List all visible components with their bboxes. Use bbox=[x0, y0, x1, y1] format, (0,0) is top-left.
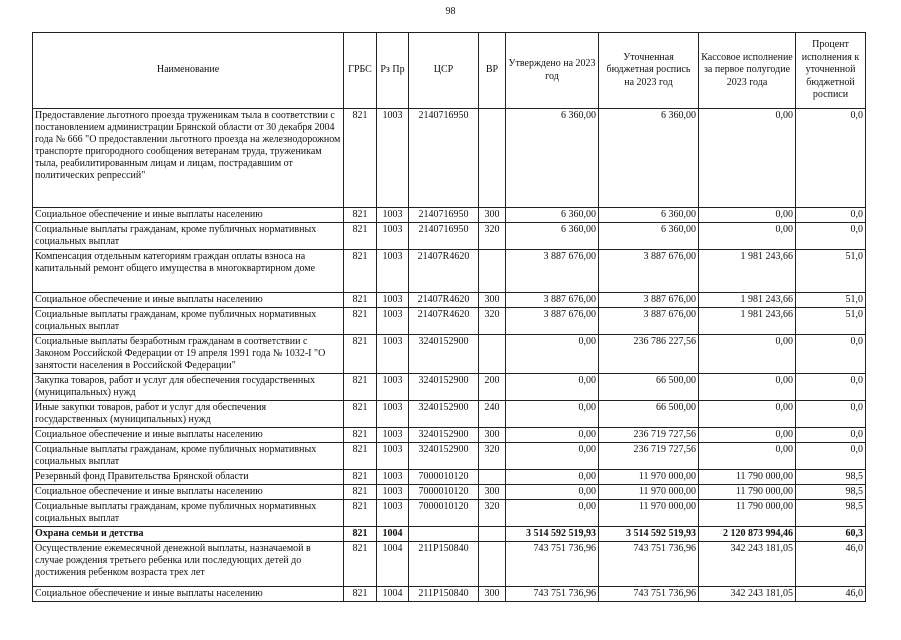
row-name-cell: Социальное обеспечение и иные выплаты населению bbox=[33, 208, 344, 223]
row-cash-cell: 0,00 bbox=[699, 401, 796, 428]
row-cash-cell: 0,00 bbox=[699, 428, 796, 443]
row-percent-cell: 51,0 bbox=[796, 250, 866, 293]
row-name-cell: Закупка товаров, работ и услуг для обеспечения государственных (муниципальных) нужд bbox=[33, 374, 344, 401]
row-percent-cell: 51,0 bbox=[796, 293, 866, 308]
budget-table bbox=[32, 32, 866, 602]
row-name-cell: Социальные выплаты гражданам, кроме публичных нормативных социальных выплат bbox=[33, 308, 344, 335]
row-percent-cell: 60,3 bbox=[796, 527, 866, 542]
row-cash-cell: 11 790 000,00 bbox=[699, 500, 796, 527]
row-vr-cell: 320 bbox=[479, 223, 506, 250]
row-csr-cell: 211P150840 bbox=[409, 542, 479, 587]
row-name-cell: Предоставление льготного проезда труженикам тыла в соответствии с постановлением администрации Брянской области от 30 декабря 2004 года № 666 "О предоставлении льготного проезда на железнодорожном транспорте пригородного сообщения ветеранам труда, труженикам тыла, реабилитированным лицам и лицам, пострадавшим от политических репрессий" bbox=[33, 109, 344, 208]
row-vr-cell: 320 bbox=[479, 308, 506, 335]
row-csr-cell bbox=[409, 527, 479, 542]
row-name-cell: Социальные выплаты гражданам, кроме публичных нормативных социальных выплат bbox=[33, 223, 344, 250]
row-refined-cell: 236 719 727,56 bbox=[599, 443, 699, 470]
row-refined-cell: 66 500,00 bbox=[599, 401, 699, 428]
row-vr-cell: 300 bbox=[479, 587, 506, 602]
row-csr-cell: 3240152900 bbox=[409, 443, 479, 470]
row-vr-cell bbox=[479, 109, 506, 208]
table-row bbox=[33, 335, 866, 374]
row-cash-cell: 0,00 bbox=[699, 208, 796, 223]
row-cash-cell: 342 243 181,05 bbox=[699, 587, 796, 602]
row-percent-cell: 98,5 bbox=[796, 470, 866, 485]
header-cash: Кассовое исполнение за первое полугодие 2023 года bbox=[699, 33, 796, 109]
table-row bbox=[33, 443, 866, 470]
row-vr-cell: 320 bbox=[479, 443, 506, 470]
table-row bbox=[33, 542, 866, 587]
row-rzpr-cell: 1004 bbox=[377, 527, 409, 542]
row-vr-cell: 240 bbox=[479, 401, 506, 428]
row-cash-cell: 1 981 243,66 bbox=[699, 250, 796, 293]
row-refined-cell: 11 970 000,00 bbox=[599, 470, 699, 485]
row-approved-cell: 743 751 736,96 bbox=[506, 587, 599, 602]
table-row bbox=[33, 293, 866, 308]
header-rzpr: Рз Пр bbox=[377, 33, 409, 109]
row-cash-cell: 0,00 bbox=[699, 374, 796, 401]
row-vr-cell bbox=[479, 470, 506, 485]
row-refined-cell: 66 500,00 bbox=[599, 374, 699, 401]
row-vr-cell bbox=[479, 542, 506, 587]
row-cash-cell: 0,00 bbox=[699, 335, 796, 374]
row-csr-cell: 3240152900 bbox=[409, 428, 479, 443]
row-grbs-cell: 821 bbox=[344, 223, 377, 250]
row-name-cell: Осуществление ежемесячной денежной выплаты, назначаемой в случае рождения третьего ребенка или последующих детей до достижения ребенком возраста трех лет bbox=[33, 542, 344, 587]
table-row bbox=[33, 401, 866, 428]
row-vr-cell: 300 bbox=[479, 208, 506, 223]
row-percent-cell: 0,0 bbox=[796, 223, 866, 250]
row-approved-cell: 6 360,00 bbox=[506, 208, 599, 223]
row-percent-cell: 0,0 bbox=[796, 208, 866, 223]
header-csr: ЦСР bbox=[409, 33, 479, 109]
row-rzpr-cell: 1004 bbox=[377, 587, 409, 602]
row-refined-cell: 6 360,00 bbox=[599, 208, 699, 223]
row-rzpr-cell: 1003 bbox=[377, 470, 409, 485]
row-grbs-cell: 821 bbox=[344, 293, 377, 308]
row-vr-cell: 320 bbox=[479, 500, 506, 527]
row-grbs-cell: 821 bbox=[344, 374, 377, 401]
row-csr-cell: 2140716950 bbox=[409, 208, 479, 223]
row-vr-cell bbox=[479, 335, 506, 374]
row-grbs-cell: 821 bbox=[344, 250, 377, 293]
row-csr-cell: 21407R4620 bbox=[409, 293, 479, 308]
row-grbs-cell: 821 bbox=[344, 587, 377, 602]
row-approved-cell: 0,00 bbox=[506, 443, 599, 470]
table-body bbox=[33, 109, 866, 602]
row-approved-cell: 0,00 bbox=[506, 470, 599, 485]
table-row bbox=[33, 374, 866, 401]
row-rzpr-cell: 1003 bbox=[377, 109, 409, 208]
row-csr-cell: 2140716950 bbox=[409, 223, 479, 250]
row-rzpr-cell: 1004 bbox=[377, 542, 409, 587]
row-csr-cell: 21407R4620 bbox=[409, 308, 479, 335]
row-refined-cell: 3 887 676,00 bbox=[599, 308, 699, 335]
row-percent-cell: 0,0 bbox=[796, 401, 866, 428]
row-vr-cell bbox=[479, 250, 506, 293]
row-csr-cell: 7000010120 bbox=[409, 470, 479, 485]
row-cash-cell: 2 120 873 994,46 bbox=[699, 527, 796, 542]
row-grbs-cell: 821 bbox=[344, 470, 377, 485]
row-name-cell: Социальные выплаты гражданам, кроме публичных нормативных социальных выплат bbox=[33, 443, 344, 470]
row-rzpr-cell: 1003 bbox=[377, 223, 409, 250]
row-approved-cell: 0,00 bbox=[506, 335, 599, 374]
page-number: 98 bbox=[445, 6, 456, 17]
row-vr-cell: 300 bbox=[479, 485, 506, 500]
row-rzpr-cell: 1003 bbox=[377, 500, 409, 527]
row-csr-cell: 3240152900 bbox=[409, 401, 479, 428]
row-approved-cell: 0,00 bbox=[506, 500, 599, 527]
row-refined-cell: 6 360,00 bbox=[599, 109, 699, 208]
row-percent-cell: 46,0 bbox=[796, 542, 866, 587]
table-row bbox=[33, 250, 866, 293]
row-refined-cell: 236 786 227,56 bbox=[599, 335, 699, 374]
row-approved-cell: 3 887 676,00 bbox=[506, 308, 599, 335]
table-header bbox=[33, 33, 866, 109]
row-percent-cell: 0,0 bbox=[796, 109, 866, 208]
row-grbs-cell: 821 bbox=[344, 527, 377, 542]
row-approved-cell: 0,00 bbox=[506, 428, 599, 443]
row-refined-cell: 3 887 676,00 bbox=[599, 293, 699, 308]
table-row bbox=[33, 587, 866, 602]
row-vr-cell: 200 bbox=[479, 374, 506, 401]
row-approved-cell: 743 751 736,96 bbox=[506, 542, 599, 587]
row-csr-cell: 3240152900 bbox=[409, 374, 479, 401]
row-refined-cell: 743 751 736,96 bbox=[599, 587, 699, 602]
row-grbs-cell: 821 bbox=[344, 109, 377, 208]
table-row bbox=[33, 500, 866, 527]
row-grbs-cell: 821 bbox=[344, 335, 377, 374]
table-row bbox=[33, 208, 866, 223]
row-approved-cell: 6 360,00 bbox=[506, 109, 599, 208]
row-name-cell: Компенсация отдельным категориям граждан оплаты взноса на капитальный ремонт общего имущества в многоквартирном доме bbox=[33, 250, 344, 293]
row-refined-cell: 11 970 000,00 bbox=[599, 500, 699, 527]
row-approved-cell: 0,00 bbox=[506, 485, 599, 500]
row-refined-cell: 743 751 736,96 bbox=[599, 542, 699, 587]
row-rzpr-cell: 1003 bbox=[377, 250, 409, 293]
table-row bbox=[33, 527, 866, 542]
row-percent-cell: 0,0 bbox=[796, 428, 866, 443]
row-rzpr-cell: 1003 bbox=[377, 335, 409, 374]
row-name-cell: Иные закупки товаров, работ и услуг для обеспечения государственных (муниципальных) нужд bbox=[33, 401, 344, 428]
row-name-cell: Социальное обеспечение и иные выплаты населению bbox=[33, 587, 344, 602]
row-grbs-cell: 821 bbox=[344, 500, 377, 527]
row-grbs-cell: 821 bbox=[344, 208, 377, 223]
row-refined-cell: 11 970 000,00 bbox=[599, 485, 699, 500]
row-approved-cell: 3 887 676,00 bbox=[506, 250, 599, 293]
row-percent-cell: 98,5 bbox=[796, 485, 866, 500]
row-cash-cell: 0,00 bbox=[699, 109, 796, 208]
row-percent-cell: 51,0 bbox=[796, 308, 866, 335]
row-grbs-cell: 821 bbox=[344, 401, 377, 428]
row-percent-cell: 98,5 bbox=[796, 500, 866, 527]
table-row bbox=[33, 109, 866, 208]
table-row bbox=[33, 485, 866, 500]
header-refined: Уточненная бюджетная роспись на 2023 год bbox=[599, 33, 699, 109]
row-name-cell: Социальные выплаты гражданам, кроме публичных нормативных социальных выплат bbox=[33, 500, 344, 527]
row-rzpr-cell: 1003 bbox=[377, 443, 409, 470]
row-csr-cell: 211P150840 bbox=[409, 587, 479, 602]
row-name-cell: Социальное обеспечение и иные выплаты населению bbox=[33, 485, 344, 500]
row-approved-cell: 6 360,00 bbox=[506, 223, 599, 250]
row-grbs-cell: 821 bbox=[344, 443, 377, 470]
header-percent: Процент исполнения к уточненной бюджетной росписи bbox=[796, 33, 866, 109]
row-cash-cell: 1 981 243,66 bbox=[699, 308, 796, 335]
row-rzpr-cell: 1003 bbox=[377, 428, 409, 443]
row-rzpr-cell: 1003 bbox=[377, 485, 409, 500]
row-refined-cell: 3 887 676,00 bbox=[599, 250, 699, 293]
row-cash-cell: 0,00 bbox=[699, 223, 796, 250]
row-name-cell: Резервный фонд Правительства Брянской области bbox=[33, 470, 344, 485]
row-name-cell: Социальное обеспечение и иные выплаты населению bbox=[33, 428, 344, 443]
header-name: Наименование bbox=[33, 33, 344, 109]
table-row bbox=[33, 223, 866, 250]
row-csr-cell: 7000010120 bbox=[409, 500, 479, 527]
header-approved: Утверждено на 2023 год bbox=[506, 33, 599, 109]
row-name-cell: Социальное обеспечение и иные выплаты населению bbox=[33, 293, 344, 308]
row-cash-cell: 1 981 243,66 bbox=[699, 293, 796, 308]
table-row bbox=[33, 308, 866, 335]
row-vr-cell bbox=[479, 527, 506, 542]
row-rzpr-cell: 1003 bbox=[377, 293, 409, 308]
row-rzpr-cell: 1003 bbox=[377, 208, 409, 223]
row-cash-cell: 11 790 000,00 bbox=[699, 485, 796, 500]
row-name-cell: Социальные выплаты безработным гражданам в соответствии с Законом Российской Федерации от 19 апреля 1991 года № 1032-I "О занятости населения в Российской Федерации" bbox=[33, 335, 344, 374]
row-refined-cell: 3 514 592 519,93 bbox=[599, 527, 699, 542]
row-csr-cell: 21407R4620 bbox=[409, 250, 479, 293]
row-percent-cell: 0,0 bbox=[796, 443, 866, 470]
row-csr-cell: 2140716950 bbox=[409, 109, 479, 208]
row-csr-cell: 7000010120 bbox=[409, 485, 479, 500]
row-rzpr-cell: 1003 bbox=[377, 401, 409, 428]
row-approved-cell: 0,00 bbox=[506, 401, 599, 428]
row-percent-cell: 0,0 bbox=[796, 374, 866, 401]
header-grbs: ГРБС bbox=[344, 33, 377, 109]
row-percent-cell: 46,0 bbox=[796, 587, 866, 602]
row-refined-cell: 236 719 727,56 bbox=[599, 428, 699, 443]
row-cash-cell: 0,00 bbox=[699, 443, 796, 470]
row-vr-cell: 300 bbox=[479, 428, 506, 443]
row-grbs-cell: 821 bbox=[344, 485, 377, 500]
table-row bbox=[33, 470, 866, 485]
row-cash-cell: 11 790 000,00 bbox=[699, 470, 796, 485]
table-row bbox=[33, 428, 866, 443]
row-rzpr-cell: 1003 bbox=[377, 374, 409, 401]
header-vr: ВР bbox=[479, 33, 506, 109]
row-rzpr-cell: 1003 bbox=[377, 308, 409, 335]
row-approved-cell: 3 887 676,00 bbox=[506, 293, 599, 308]
row-cash-cell: 342 243 181,05 bbox=[699, 542, 796, 587]
row-name-cell: Охрана семьи и детства bbox=[33, 527, 344, 542]
row-approved-cell: 3 514 592 519,93 bbox=[506, 527, 599, 542]
row-approved-cell: 0,00 bbox=[506, 374, 599, 401]
row-grbs-cell: 821 bbox=[344, 542, 377, 587]
row-grbs-cell: 821 bbox=[344, 428, 377, 443]
row-csr-cell: 3240152900 bbox=[409, 335, 479, 374]
row-refined-cell: 6 360,00 bbox=[599, 223, 699, 250]
row-percent-cell: 0,0 bbox=[796, 335, 866, 374]
row-vr-cell: 300 bbox=[479, 293, 506, 308]
row-grbs-cell: 821 bbox=[344, 308, 377, 335]
